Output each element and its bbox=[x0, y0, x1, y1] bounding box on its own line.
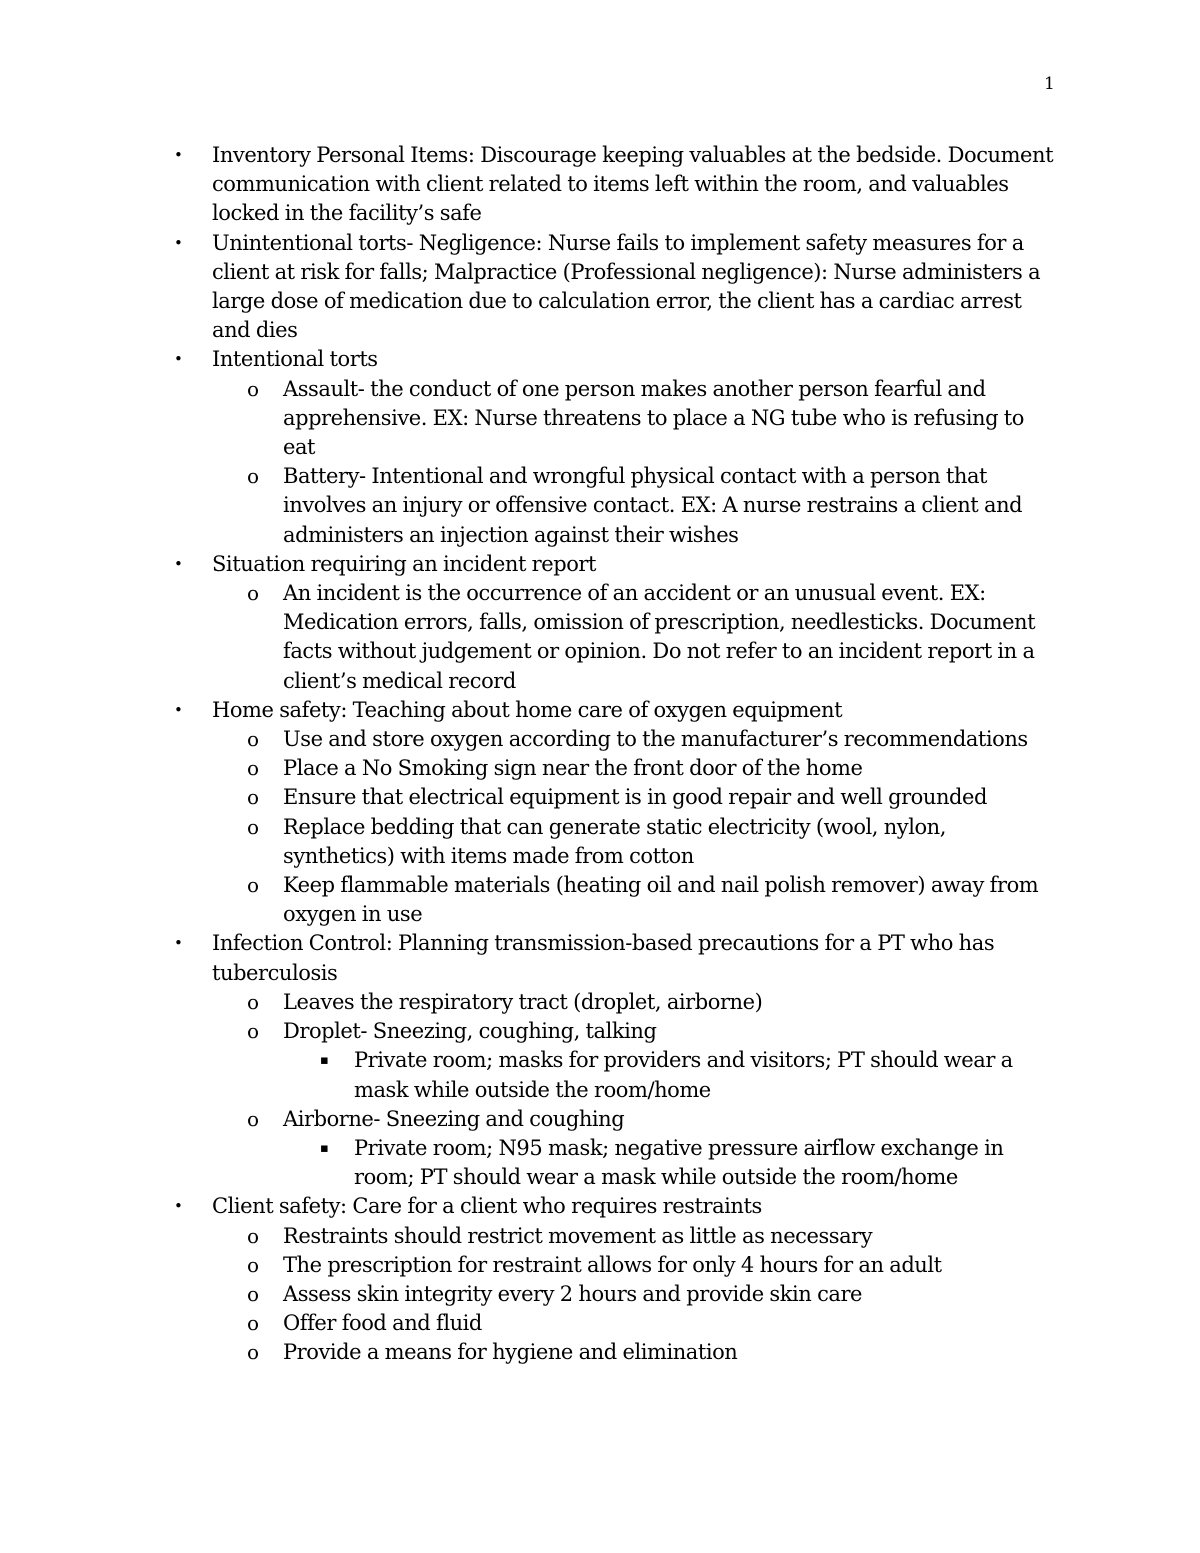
bullet-marker: o bbox=[247, 1223, 259, 1248]
bullet-marker: o bbox=[247, 1252, 259, 1277]
list-item-text: Restraints should restrict movement as little as necessary bbox=[283, 1223, 873, 1248]
bullet-marker: o bbox=[247, 376, 259, 401]
bullet-marker: o bbox=[247, 1340, 259, 1365]
list-item-text: Home safety: Teaching about home care of oxygen equipment bbox=[212, 697, 843, 722]
list-item-text: Intentional torts bbox=[212, 347, 378, 372]
bullet-marker: ▪ bbox=[320, 1140, 329, 1156]
document-body bbox=[0, 141, 1200, 1368]
list-item-level-2 bbox=[247, 871, 1058, 929]
list-item-level-2 bbox=[247, 725, 1058, 754]
list-item-level-1 bbox=[174, 550, 1057, 579]
list-item-text: Unintentional torts- Negligence: Nurse fails to implement safety measures for a client at risk for falls; Malpractice (Professional negligence): Nurse administers a large dose of medication due to calculation error, the client has a cardiac arrest and dies bbox=[212, 230, 1041, 343]
list-item-level-3 bbox=[320, 1046, 1058, 1104]
list-item-text: Droplet- Sneezing, coughing, talking bbox=[283, 1019, 657, 1044]
bullet-marker: • bbox=[174, 934, 183, 953]
bullet-marker: o bbox=[247, 464, 259, 489]
list-item-level-1 bbox=[174, 696, 1057, 725]
list-item-level-2 bbox=[247, 579, 1058, 696]
list-item-level-2 bbox=[247, 1017, 1058, 1046]
list-item-text: Keep flammable materials (heating oil and nail polish remover) away from oxygen in use bbox=[283, 873, 1039, 927]
bullet-marker: • bbox=[174, 554, 183, 573]
list-item-level-2 bbox=[247, 988, 1058, 1017]
list-item-level-2 bbox=[247, 1280, 1058, 1309]
list-item-text: The prescription for restraint allows for only 4 hours for an adult bbox=[283, 1252, 942, 1277]
bullet-marker: • bbox=[174, 350, 183, 369]
list-item-text: Assault- the conduct of one person makes another person fearful and apprehensive. EX: Nurse threatens to place a NG tube who is refusing to eat bbox=[283, 376, 1024, 460]
bullet-marker: ▪ bbox=[320, 1053, 329, 1069]
list-item-text: Private room; N95 mask; negative pressure airflow exchange in room; PT should wear a mask while outside the room/home bbox=[354, 1135, 1004, 1190]
bullet-marker: o bbox=[247, 1311, 259, 1336]
bullet-marker: o bbox=[247, 873, 259, 898]
list-item-text: Leaves the respiratory tract (droplet, airborne) bbox=[283, 989, 763, 1014]
list-item-text: Inventory Personal Items: Discourage keeping valuables at the bedside. Document communication with client related to items left within the room, and valuables locked in the facility’s safe bbox=[212, 143, 1054, 226]
list-item-text: Provide a means for hygiene and elimination bbox=[283, 1340, 738, 1365]
list-item-level-2 bbox=[247, 783, 1058, 812]
list-item-level-2 bbox=[247, 462, 1058, 550]
bullet-marker: o bbox=[247, 581, 259, 606]
bullet-marker: o bbox=[247, 785, 259, 810]
bullet-marker: • bbox=[174, 146, 183, 164]
list-item-text: Ensure that electrical equipment is in good repair and well grounded bbox=[283, 785, 987, 810]
list-item-level-2 bbox=[247, 1222, 1058, 1251]
bullet-marker: o bbox=[247, 1281, 259, 1306]
bullet-marker: o bbox=[247, 756, 259, 781]
list-item-level-3 bbox=[320, 1134, 1058, 1192]
list-item-text: Offer food and fluid bbox=[283, 1311, 482, 1336]
list-item-level-1 bbox=[174, 345, 1057, 374]
list-item-level-1 bbox=[174, 141, 1057, 229]
list-item-level-2 bbox=[247, 754, 1058, 783]
bullet-marker: o bbox=[247, 989, 259, 1014]
list-item-text: Replace bedding that can generate static electricity (wool, nylon, synthetics) with items made from cotton bbox=[283, 814, 946, 868]
list-item-text: Infection Control: Planning transmission-based precautions for a PT who has tuberculosis bbox=[212, 931, 995, 985]
list-item-text: Private room; masks for providers and visitors; PT should wear a mask while outside the room/home bbox=[354, 1048, 1013, 1102]
list-item-level-1 bbox=[174, 1192, 1057, 1221]
bullet-marker: • bbox=[174, 700, 183, 719]
bullet-marker: o bbox=[247, 727, 259, 752]
list-item-level-2 bbox=[247, 1251, 1058, 1280]
list-item-level-2 bbox=[247, 1338, 1058, 1367]
list-item-text: Airborne- Sneezing and coughing bbox=[283, 1106, 625, 1131]
list-item-text: An incident is the occurrence of an accident or an unusual event. EX: Medication errors, falls, omission of prescription, needlesticks. Document facts without judgement or opinion. Do not refer to an incident report in a client’s medical record bbox=[283, 581, 1036, 693]
list-item-text: Battery- Intentional and wrongful physical contact with a person that involves an injury or offensive contact. EX: A nurse restrains a client and administers an injection against their wishes bbox=[283, 464, 1023, 547]
bullet-marker: o bbox=[247, 1019, 259, 1044]
list-item-level-2 bbox=[247, 1105, 1058, 1134]
list-item-level-2 bbox=[247, 375, 1058, 463]
bullet-marker: • bbox=[174, 1197, 183, 1216]
list-item-text: Assess skin integrity every 2 hours and provide skin care bbox=[283, 1281, 863, 1306]
bullet-marker: o bbox=[247, 1106, 259, 1131]
list-item-level-2 bbox=[247, 813, 1058, 871]
list-item-text: Place a No Smoking sign near the front door of the home bbox=[283, 756, 863, 781]
list-item-level-1 bbox=[174, 229, 1057, 346]
list-item-text: Client safety: Care for a client who requires restraints bbox=[212, 1194, 762, 1219]
list-item-text: Use and store oxygen according to the manufacturer’s recommendations bbox=[283, 727, 1028, 752]
bullet-marker: o bbox=[247, 814, 259, 839]
list-item-level-2 bbox=[247, 1309, 1058, 1338]
list-item-text: Situation requiring an incident report bbox=[212, 551, 597, 576]
bullet-marker: • bbox=[174, 233, 183, 252]
list-item-level-1 bbox=[174, 929, 1057, 987]
page-number: 1 bbox=[1044, 74, 1055, 94]
